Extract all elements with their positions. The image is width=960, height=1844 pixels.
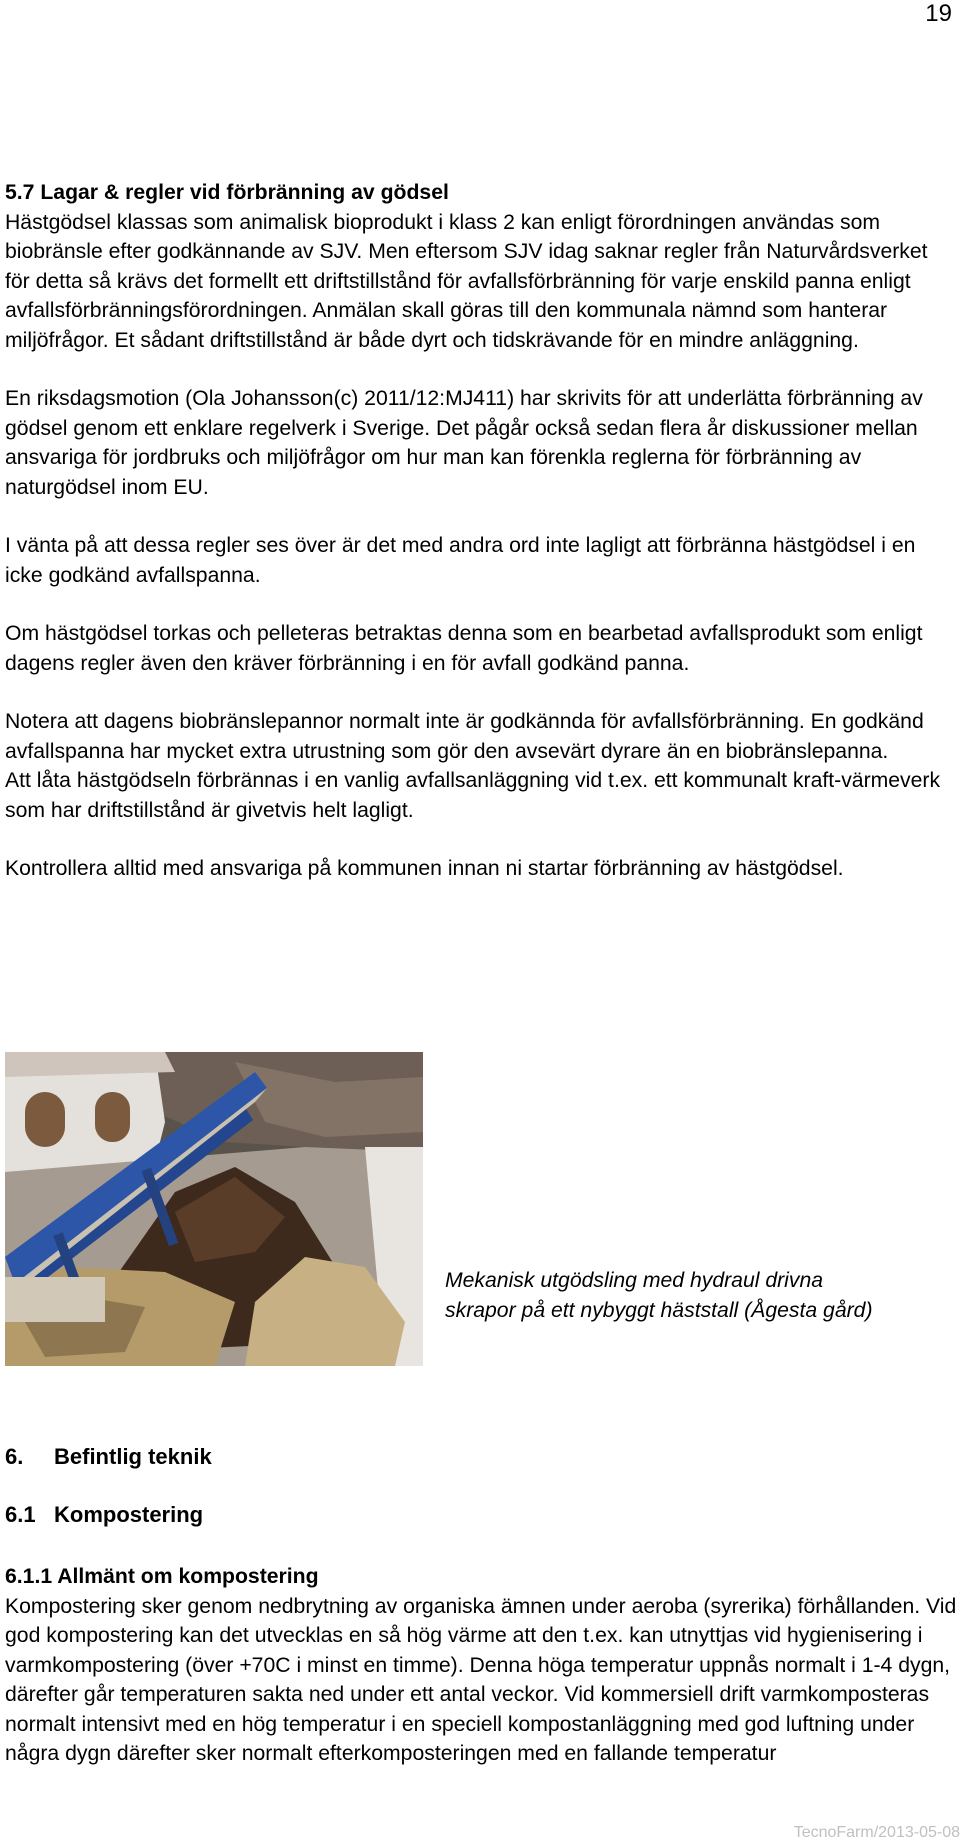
section-number-6: 6.: [5, 1444, 24, 1469]
section-title-6: Befintlig teknik: [54, 1444, 212, 1469]
paragraph-legal: Att låta hästgödseln förbrännas i en vanlig avfallsanläggning vid t.ex. ett kommunalt kraft-värmeverk som har driftstillstånd är givetvis helt lagligt.: [5, 769, 941, 822]
paragraph-pellets: Om hästgödsel torkas och pelleteras betraktas denna som en bearbetad avfallsprodukt som enligt dagens regler även den kräver förbränning i en för avfall godkänd panna.: [5, 622, 923, 675]
section-heading-6: [5, 1444, 212, 1470]
section-heading-6-1-1: 6.1.1 Allmänt om kompostering: [5, 1565, 319, 1588]
figure-caption-line-1: Mekanisk utgödsling med hydraul drivna: [445, 1269, 824, 1292]
footer: TecnoFarm/2013-05-08: [793, 1824, 960, 1841]
paragraph-check-municipality: Kontrollera alltid med ansvariga på kommunen innan ni startar förbränning av hästgödsel.: [5, 857, 844, 880]
manure-conveyor-photo: [5, 1052, 423, 1366]
section-heading-6-1: [5, 1502, 203, 1528]
section-title-6-1: Kompostering: [54, 1502, 204, 1527]
section-heading-5-7: 5.7 Lagar & regler vid förbränning av gödsel: [5, 181, 449, 204]
figure-caption: [445, 1266, 873, 1326]
paragraph-waiting: I vänta på att dessa regler ses över är det med andra ord inte lagligt att förbränna hästgödsel i en icke godkänd avfallspanna.: [5, 534, 916, 587]
page-number: 19: [925, 0, 952, 27]
section-5-7: [5, 178, 955, 884]
paragraph-boilers: Notera att dagens biobränslepannor normalt inte är godkännda för avfallsförbränning. En godkänd avfallspanna har mycket extra utrustning som gör den avsevärt dyrare än en biobränslepanna.: [5, 710, 924, 763]
paragraph-regulation: Hästgödsel klassas som animalisk bioprodukt i klass 2 kan enligt förordningen användas som biobränsle efter godkännande av SJV. Men eftersom SJV idag saknar regler från Naturvårdsverket för detta så krävs det formellt ett driftstillstånd för avfallsförbränning för varje enskild panna enligt avfallsförbränningsförordningen. Anmälan skall göras till den kommunala nämnd som hanterar miljöfrågor. Et sådant driftstillstånd är både dyrt och tidskrävande för en mindre anläggning.: [5, 210, 928, 352]
paragraph-composting: Kompostering sker genom nedbrytning av organiska ämnen under aeroba (syrerika) förhållanden. Vid god kompostering kan det utvecklas en så hög värme att den t.ex. kan utnyttjas vid hygienisering i varmkompostering (över +70C i minst en timme). Denna höga temperatur uppnås normalt i 1-4 dygn, därefter går temperaturen sakta ned under ett antal veckor. Vid kommersiell drift varmkomposteras normalt intensivt med en hög temperatur i en speciell kompostanläggning med god luftning under några dygn därefter sker normalt efterkomposteringen med en fallande temperatur: [5, 1594, 957, 1765]
paragraph-motion: En riksdagsmotion (Ola Johansson(c) 2011/12:MJ411) har skrivits för att underlätta förbränning av gödsel genom ett enklare regelverk i Sverige. Det pågår också sedan flera år diskussioner mellan ansvariga för jordbruks och miljöfrågor om hur man kan förenkla reglerna för förbränning av naturgödsel inom EU.: [5, 387, 923, 499]
figure-caption-line-2: skrapor på ett nybyggt häststall (Ågesta gård): [445, 1299, 873, 1322]
section-6-1-1: [5, 1562, 960, 1769]
section-number-6-1: 6.1: [5, 1502, 36, 1527]
